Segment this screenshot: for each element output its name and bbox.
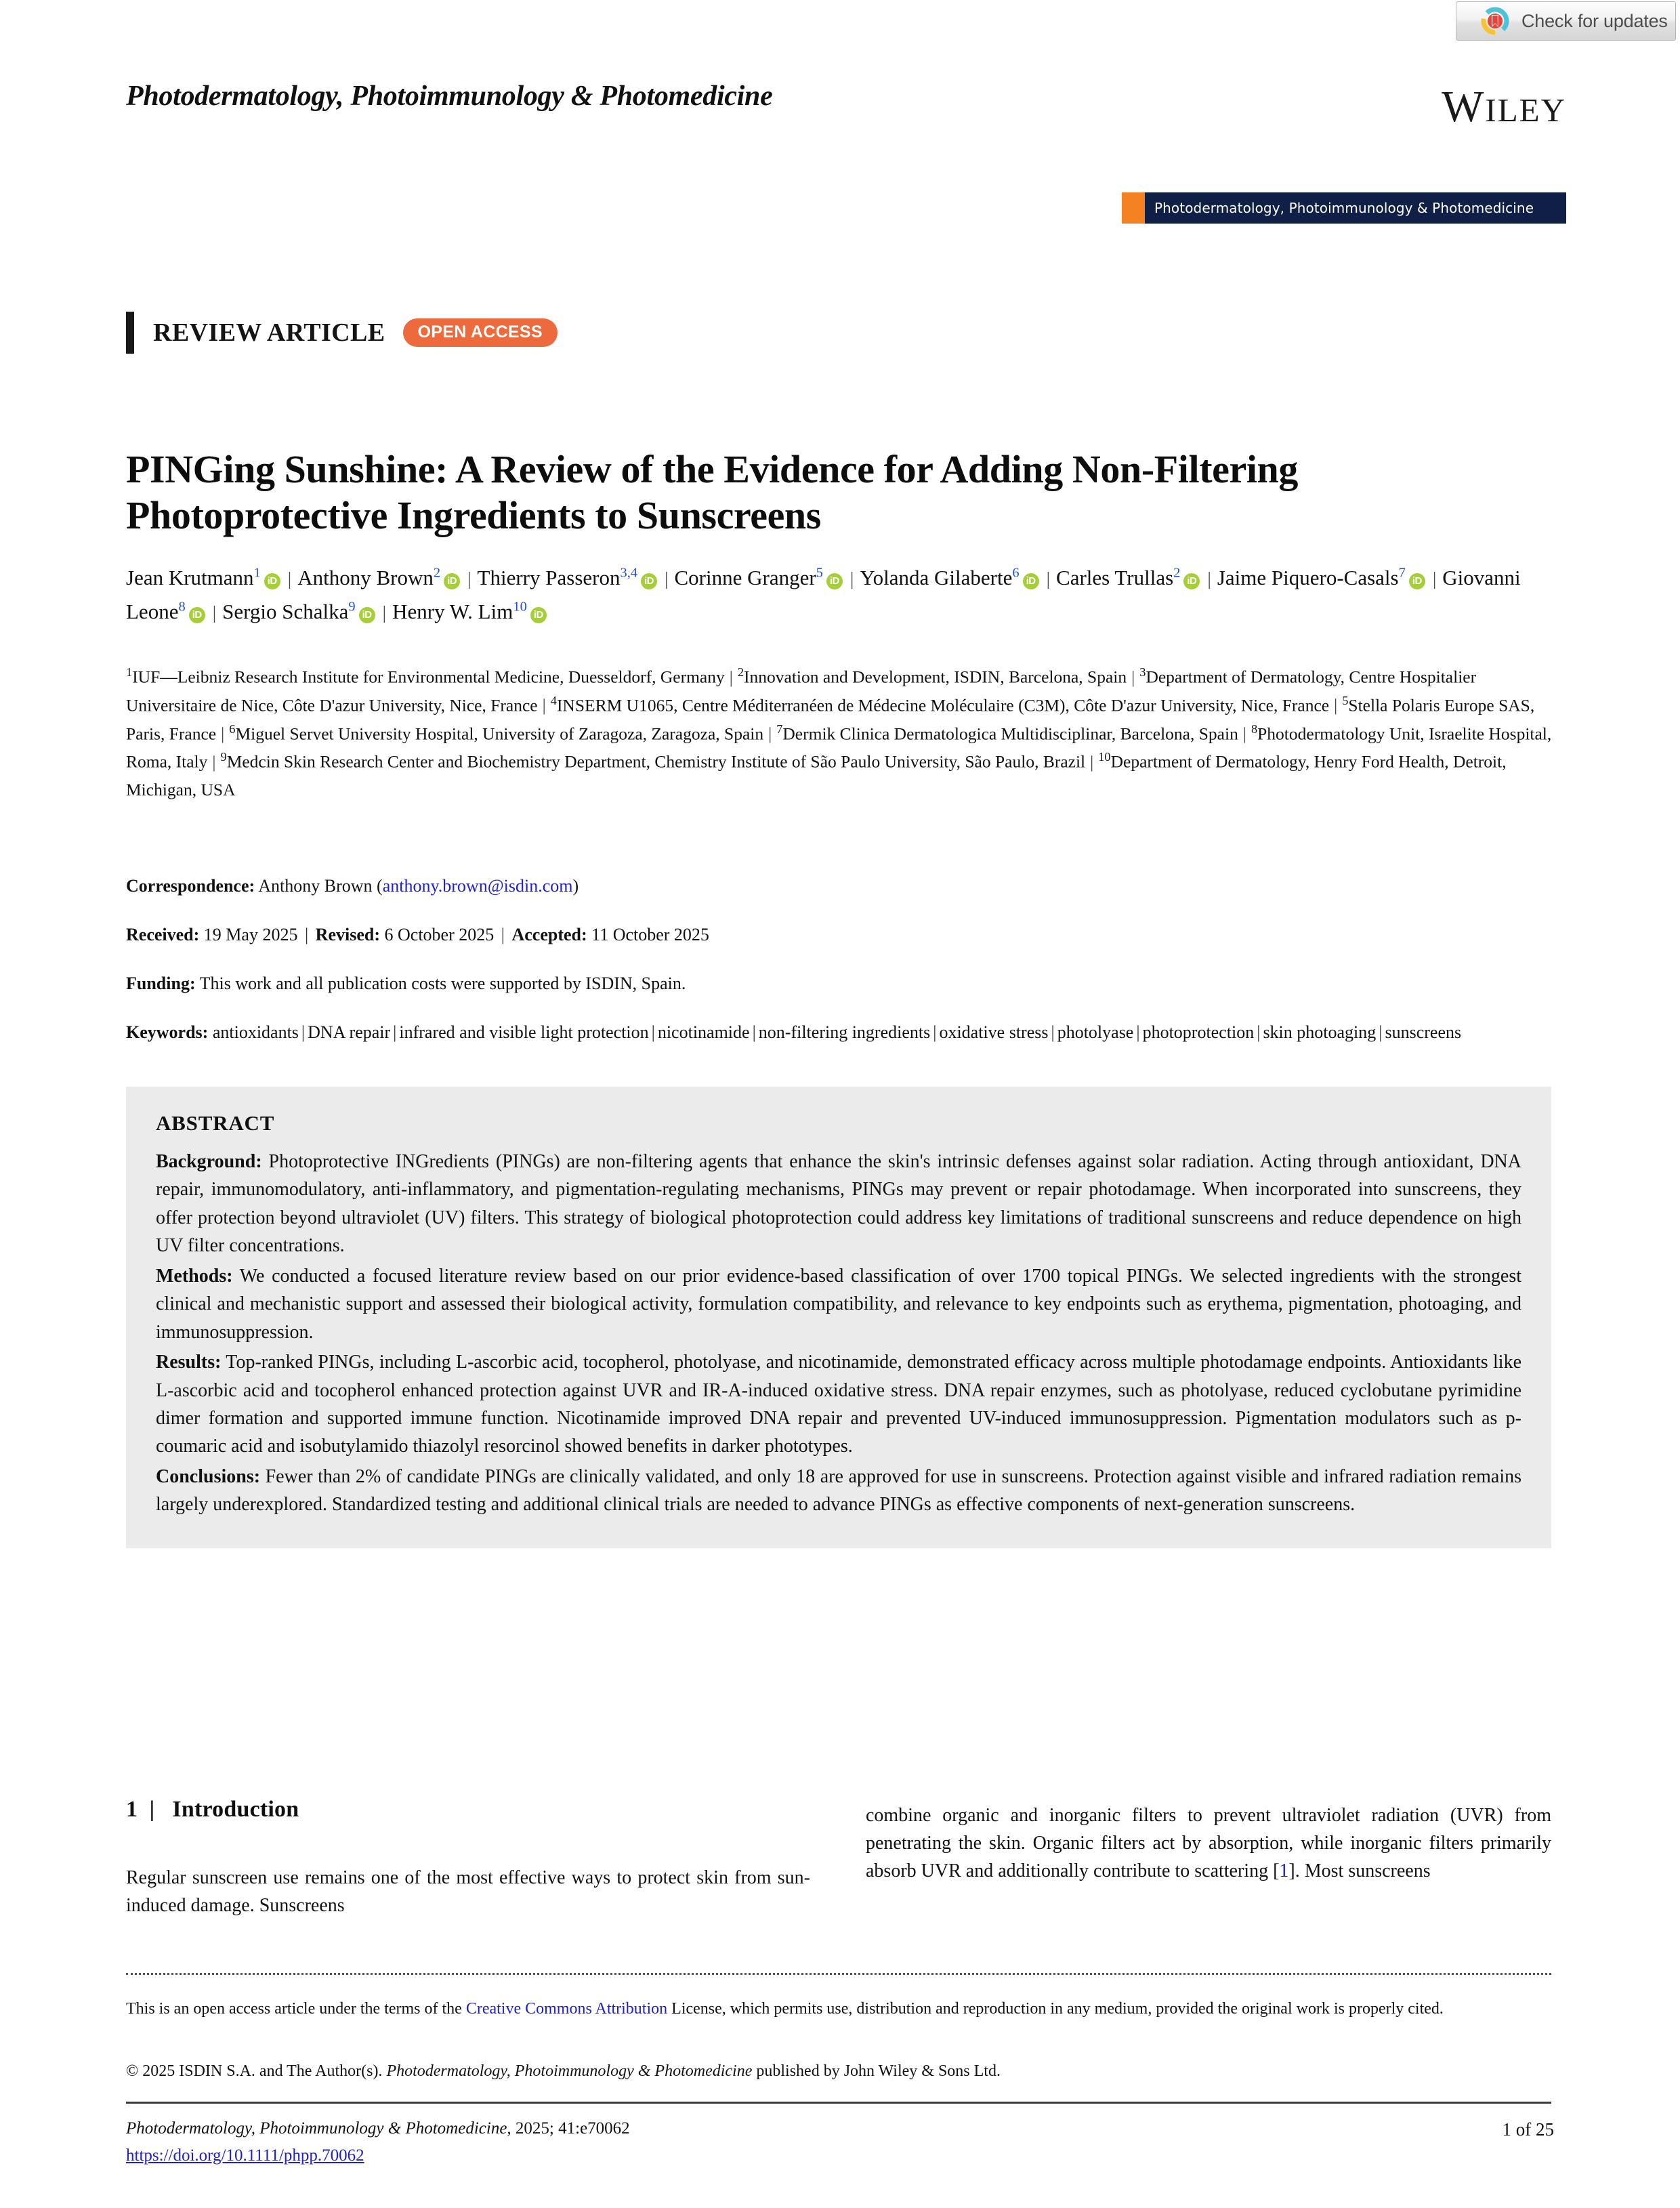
keyword: photolyase [1057,1022,1134,1042]
author-separator: | [1207,568,1211,589]
page-title: PINGing Sunshine: A Review of the Evidence for Adding Non-Filtering Photoprotective Ingredients to Sunscreens [126,446,1298,538]
abstract-heading: ABSTRACT [156,1111,275,1135]
body-right-text-b: ]. Most sunscreens [1288,1860,1431,1881]
revised-date: 6 October 2025 [384,925,495,944]
affiliation-separator: | [212,751,216,772]
keywords-line [126,1019,1562,1045]
correspondence-label: Correspondence: [126,876,255,896]
affiliation-text: Department of Dermatology, Centre Hospitalier Universitaire de Nice, Côte D'azur University, Nice, France [126,667,1477,715]
author-separator: | [382,602,387,623]
author-name: Jaime Piquero-Casals [1217,566,1399,589]
author-name: Carles Trullas [1056,566,1174,589]
keyword-separator: | [393,1022,397,1042]
keyword: sunscreens [1385,1022,1462,1042]
footer-citation-journal: Photodermatology, Photoimmunology & Photomedicine, [126,2119,511,2138]
copyright-pre: © 2025 ISDIN S.A. and The Author(s). [126,2062,387,2080]
affiliation-list [126,663,1562,804]
funding-label: Funding: [126,974,196,993]
affiliation-separator: | [1090,751,1094,772]
affiliation-separator: | [1334,695,1338,715]
author-affiliation-marker: 6 [1012,565,1020,581]
keyword-separator: | [301,1022,306,1042]
wiley-logo [1442,81,1566,133]
affiliation-marker: 1 [126,665,133,679]
abstract-conclusions-label: Conclusions: [156,1465,261,1487]
copyright-post: published by John Wiley & Sons Ltd. [752,2062,1001,2080]
footer-citation-rest: 2025; 41:e70062 [511,2119,630,2138]
abstract-methods-label: Methods: [156,1265,233,1287]
article-type-row [126,312,558,354]
abstract-box [126,1087,1551,1548]
author-separator: | [849,568,854,589]
author-separator: | [287,568,292,589]
accepted-date: 11 October 2025 [591,925,709,944]
affiliation-text: Photodermatology Unit, Israelite Hospital, Roma, Italy [126,724,1552,772]
affiliation-separator: | [768,724,772,744]
correspondence-email-link[interactable]: anthony.brown@isdin.com [382,876,573,896]
body-column-left: Regular sunscreen use remains one of the most effective ways to protect skin from sun-induced damage. Sunscreens [126,1867,810,1916]
keyword-separator: | [933,1022,937,1042]
date-separator: | [501,925,505,944]
orcid-icon[interactable]: iD [1183,573,1200,589]
accepted-label: Accepted: [511,925,587,944]
keywords-label: Keywords: [126,1022,209,1042]
citation-ref-1[interactable]: 1 [1279,1860,1289,1881]
affiliation-separator: | [1131,667,1135,687]
abstract-background [156,1148,1521,1260]
article-type-label: REVIEW ARTICLE [153,318,385,347]
author-separator: | [665,568,669,589]
keyword-separator: | [651,1022,655,1042]
section-divider: | [149,1797,155,1822]
keyword: photoprotection [1142,1022,1255,1042]
copyright-text [126,2060,1515,2083]
keywords-body [213,1022,1461,1042]
author-separator: | [467,568,471,589]
journal-cover-banner [1122,192,1566,224]
body-right-text-a: combine organic and inorganic filters to prevent ultraviolet radiation (UVR) from penetrating the skin. Organic filters act by absorption, while inorganic filters primarily absorb UVR and additionally contribute to scattering [ [866,1805,1551,1881]
author-name: Thierry Passeron [477,566,621,589]
section-heading-introduction [126,1797,299,1822]
affiliation-marker: 6 [229,722,236,736]
check-for-updates-label: Check for updates [1521,10,1668,31]
wiley-logo-lead: W [1442,82,1486,131]
author-affiliation-marker: 8 [178,599,186,615]
author-name: Anthony Brown [297,566,434,589]
abstract-results-label: Results: [156,1352,222,1373]
author-name: Jean Krutmann [126,566,254,589]
orcid-icon[interactable]: iD [1023,573,1039,589]
abstract-background-text: Photoprotective INGredients (PINGs) are non-filtering agents that enhance the skin's intrinsic defenses against solar radiation. Acting through antioxidant, DNA repair, immunomodulatory, anti-inflammatory, and pigmentation-regulating mechanisms, PINGs may prevent or repair photodamage. When incorporated into sunscreens, they offer protection beyond ultraviolet (UV) filters. This strategy of biological photoprotection could address key limitations of traditional sunscreens and reduce dependence on high UV filter concentrations. [156,1151,1522,1257]
author-list [126,561,1555,629]
keyword: oxidative stress [939,1022,1049,1042]
correspondence-name: Anthony Brown [258,876,373,896]
affiliation-marker: 4 [550,693,557,707]
keyword-separator: | [752,1022,756,1042]
author-affiliation-marker: 2 [1173,565,1181,581]
author-separator: | [1432,568,1437,589]
author-affiliation-marker: 5 [816,565,823,581]
orcid-icon[interactable]: iD [444,573,460,589]
orcid-icon[interactable]: iD [264,573,280,589]
keyword: DNA repair [308,1022,391,1042]
check-for-updates-badge[interactable] [1456,1,1676,41]
article-dates-line [126,921,1562,948]
affiliation-text: Department of Dermatology, Henry Ford Health, Detroit, Michigan, USA [126,751,1507,800]
affiliation-separator: | [729,667,733,687]
keyword-separator: | [1379,1022,1383,1042]
journal-masthead-title: Photodermatology, Photoimmunology & Photomedicine [126,81,773,112]
affiliation-marker: 3 [1139,665,1146,679]
orcid-icon[interactable]: iD [359,607,375,623]
affiliation-text: Innovation and Development, ISDIN, Barcelona, Spain [744,667,1127,687]
keyword: nicotinamide [657,1022,750,1042]
author-affiliation-marker: 3,4 [620,565,638,581]
affiliation-marker: 10 [1098,750,1111,764]
license-text [126,1997,1515,2020]
keyword-separator: | [1051,1022,1055,1042]
affiliation-marker: 8 [1251,722,1258,736]
crossmark-icon [1481,7,1509,35]
correspondence-line: Correspondence: Anthony Brown (anthony.brown@isdin.com) [126,876,579,896]
keyword: non-filtering ingredients [758,1022,931,1042]
affiliation-text: Stella Polaris Europe SAS, Paris, France [126,695,1535,744]
footer-citation [126,2119,630,2138]
funding-line [126,970,1562,997]
affiliation-separator: | [542,695,546,715]
affiliation-marker: 7 [776,722,783,736]
affiliation-text: Miguel Servet University Hospital, University of Zaragoza, Zaragoza, Spain [235,724,764,744]
abstract-methods-text: We conducted a focused literature review based on our prior evidence-based classification of over 1700 topical PINGs. We selected ingredients with the strongest clinical and mechanistic support and assessed their biological activity, formulation compatibility, and relevance to key endpoints such as erythema, pigmentation, photoaging, and immunosuppression. [156,1265,1522,1343]
body-column-right [866,1802,1551,1886]
author-affiliation-marker: 10 [513,599,527,615]
abstract-methods [156,1262,1521,1346]
author-name: Yolanda Gilaberte [860,566,1013,589]
affiliation-marker: 2 [737,665,744,679]
received-label: Received: [126,925,200,944]
author-affiliation-marker: 2 [433,565,441,581]
footer-solid-rule [126,2102,1551,2104]
affiliation-separator: | [1242,724,1246,744]
orcid-icon[interactable]: iD [826,573,843,589]
abstract-background-label: Background: [156,1151,262,1172]
funding-text: This work and all publication costs were supported by ISDIN, Spain. [199,974,686,993]
keyword: skin photoaging [1263,1022,1377,1042]
article-type-bar [126,312,134,354]
copyright-journal: Photodermatology, Photoimmunology & Photomedicine [386,2062,753,2080]
open-access-badge: OPEN ACCESS [403,318,558,347]
abstract-conclusions-text: Fewer than 2% of candidate PINGs are clinically validated, and only 18 are approved for use in sunscreens. Protection against visible and infrared radiation remains largely underexplored. Standardized testing and additional clinical trials are needed to advance PINGs as effective components of next-generation sunscreens. [156,1465,1522,1516]
license-pre: This is an open access article under the terms of the [126,2000,466,2018]
doi-link[interactable]: https://doi.org/10.1111/phpp.70062 [126,2146,364,2165]
banner-title: Photodermatology, Photoimmunology & Photomedicine [1154,200,1534,216]
abstract-results [156,1348,1521,1461]
abstract-results-text: Top-ranked PINGs, including L-ascorbic acid, tocopherol, photolyase, and nicotinamide, demonstrated efficacy across multiple photodamage endpoints. Antioxidants like L-ascorbic acid and tocopherol enhanced protection against UVR and IR-A-induced oxidative stress. DNA repair enzymes, such as photolyase, reduced cyclobutane pyrimidine dimer formation and supported immune function. Nicotinamide improved DNA repair and prevented UV-induced immunosuppression. Pigmentation modulators such as p-coumaric acid and isobutylamido thiazolyl resorcinol showed benefits in darker phototypes. [156,1352,1521,1457]
page-number: 1 of 25 [1502,2119,1554,2140]
wiley-logo-rest: ILEY [1485,91,1566,129]
affiliation-text: Medcin Skin Research Center and Biochemistry Department, Chemistry Institute of São Paulo University, São Paulo, Brazil [226,751,1086,772]
affiliation-text: Dermik Clinica Dermatologica Multidisciplinar, Barcelona, Spain [782,724,1238,744]
author-affiliation-marker: 7 [1398,565,1406,581]
received-date: 19 May 2025 [203,925,298,944]
license-post: License, which permits use, distribution and reproduction in any medium, provided the original work is properly cited. [667,2000,1444,2018]
orcid-icon[interactable]: iD [189,607,205,623]
keyword-separator: | [1257,1022,1261,1042]
date-separator: | [304,925,309,944]
revised-label: Revised: [315,925,380,944]
section-title: Introduction [172,1797,299,1822]
orcid-icon[interactable]: iD [1409,573,1425,589]
creative-commons-link[interactable]: Creative Commons Attribution [465,2000,668,2018]
author-name: Corinne Granger [674,566,816,589]
affiliation-marker: 9 [220,750,227,764]
footer-dotted-rule [126,1973,1551,1975]
affiliation-text: IUF—Leibniz Research Institute for Environmental Medicine, Duesseldorf, Germany [132,667,725,687]
author-name: Giovanni Leone [126,566,1521,624]
author-name: Henry W. Lim [392,600,513,624]
affiliation-text: INSERM U1065, Centre Méditerranéen de Médecine Moléculaire (C3M), Côte D'azur University, Nice, France [556,695,1330,715]
affiliation-marker: 5 [1342,693,1349,707]
abstract-conclusions [156,1463,1521,1519]
author-name: Sergio Schalka [222,600,349,624]
orcid-icon[interactable]: iD [641,573,657,589]
author-separator: | [212,602,217,623]
section-number: 1 [126,1797,138,1822]
affiliation-separator: | [221,724,225,744]
author-separator: | [1046,568,1051,589]
orcid-icon[interactable]: iD [530,607,547,623]
keyword-separator: | [1136,1022,1140,1042]
author-affiliation-marker: 1 [253,565,261,581]
banner-accent-swatch [1122,192,1145,224]
author-affiliation-marker: 9 [348,599,356,615]
keyword: infrared and visible light protection [399,1022,649,1042]
keyword: antioxidants [212,1022,299,1042]
